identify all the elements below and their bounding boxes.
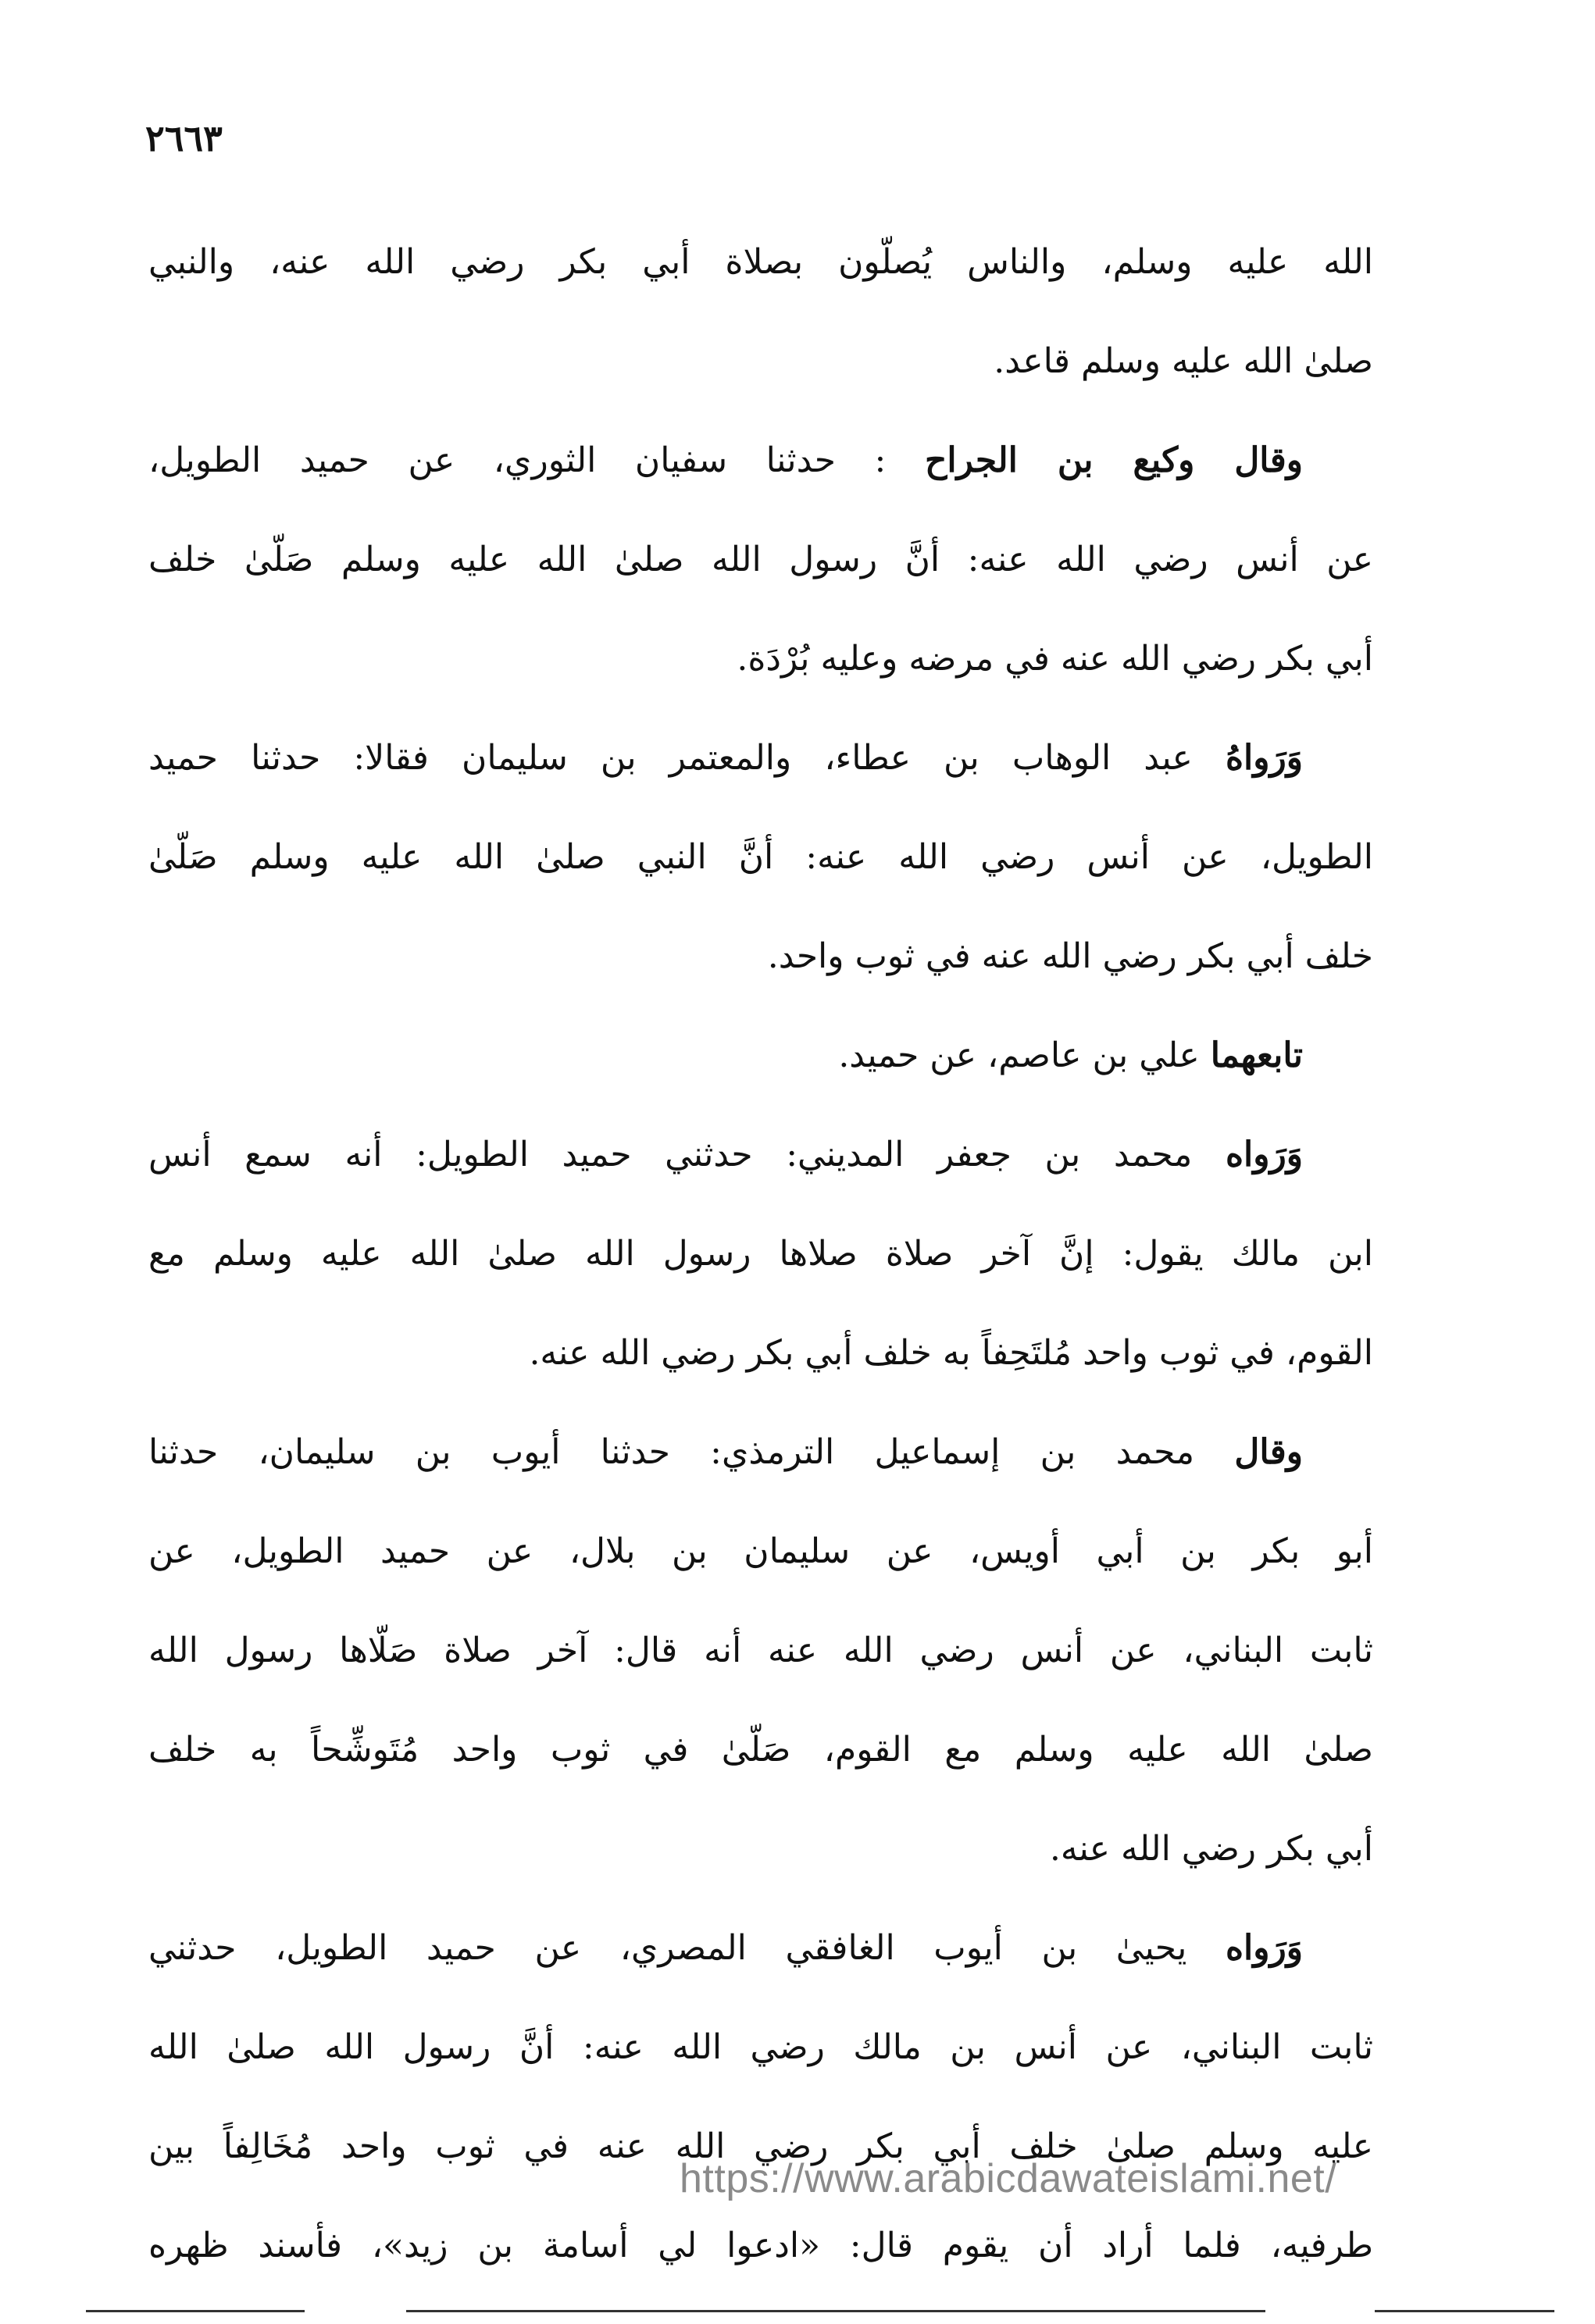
paragraph [148, 212, 1373, 411]
text-line: ابن مالك يقول: إنَّ آخر صلاة صلاها رسول الله صلىٰ الله عليه وسلم مع [148, 1234, 1373, 1274]
text-line: صلىٰ الله عليه وسلم قاعد. [994, 341, 1373, 381]
text-line [148, 1006, 1373, 1105]
page-number: ٢٦٦٣ [145, 117, 223, 159]
text-line: الطويل، عن أنس رضي الله عنه: أنَّ النبي صلىٰ الله عليه وسلم صَلّىٰ [148, 837, 1373, 877]
paragraph-lead: وقال [1234, 1432, 1303, 1472]
text-line: أبي بكر رضي الله عنه في مرضه وعليه بُرْدَة. [737, 639, 1373, 679]
text-line: الله عليه وسلم، والناس يُصلّون بصلاة أبي بكر رضي الله عنه، والنبي [148, 242, 1373, 282]
paragraph-lead: وَرَواه [1225, 1928, 1303, 1968]
text-line-rest: محمد بن جعفر المديني: حدثني حميد الطويل: أنه سمع أنس [148, 1135, 1193, 1174]
paragraph-lead: وقال وكيع بن الجراح [924, 440, 1303, 480]
text-line: طرفيه، فلما أراد أن يقوم قال: «ادعوا لي أسامة بن زيد»، فأسند ظهره [148, 2226, 1373, 2265]
paragraph-lead: وَرَواه [1225, 1135, 1303, 1174]
text-line-rest: عبد الوهاب بن عطاء، والمعتمر بن سليمان فقالا: حدثنا حميد [148, 738, 1193, 778]
paragraph [148, 708, 1373, 1006]
paragraph-lead: تابعهما [1210, 1035, 1303, 1075]
text-line [148, 708, 1373, 807]
text-line: ثابت البناني، عن أنس رضي الله عنه أنه قال: آخر صلاة صَلّاها رسول الله [148, 1631, 1373, 1670]
text-line [148, 1898, 1373, 1998]
text-line: أبو بكر بن أبي أويس، عن سليمان بن بلال، عن حميد الطويل، عن [148, 1531, 1373, 1571]
watermark-url: https://www.arabicdawateislami.net/ [680, 2156, 1337, 2201]
body-text [148, 212, 1373, 2295]
paragraph [148, 411, 1373, 708]
text-line [148, 1105, 1373, 1204]
bottom-rule-right [1375, 2310, 1554, 2312]
paragraph [148, 1006, 1373, 1105]
text-line-rest: : حدثنا سفيان الثوري، عن حميد الطويل، [148, 440, 887, 480]
paragraph [148, 1898, 1373, 2295]
text-line: القوم، في ثوب واحد مُلتَحِفاً به خلف أبي بكر رضي الله عنه. [529, 1333, 1373, 1373]
bottom-rule-left [86, 2310, 305, 2312]
text-line-rest: علي بن عاصم، عن حميد. [838, 1035, 1200, 1075]
text-line: صلىٰ الله عليه وسلم مع القوم، صَلّىٰ في ثوب واحد مُتَوشِّحاً به خلف [148, 1730, 1373, 1770]
text-line-rest: يحيىٰ بن أيوب الغافقي المصري، عن حميد الطويل، حدثني [148, 1928, 1187, 1968]
text-line-rest: محمد بن إسماعيل الترمذي: حدثنا أيوب بن سليمان، حدثنا [148, 1432, 1195, 1472]
text-line: عليه وسلم صلىٰ خلف أبي بكر رضي الله عنه في ثوب واحد مُخَالِفاً بين [148, 2126, 1373, 2166]
text-line: ثابت البناني، عن أنس بن مالك رضي الله عنه: أنَّ رسول الله صلىٰ الله [148, 2027, 1373, 2067]
text-line: عن أنس رضي الله عنه: أنَّ رسول الله صلىٰ الله عليه وسلم صَلّىٰ خلف [148, 540, 1373, 579]
bottom-rule-middle [406, 2310, 1265, 2312]
text-line: أبي بكر رضي الله عنه. [1049, 1829, 1373, 1869]
text-line [148, 1403, 1373, 1502]
paragraph [148, 1403, 1373, 1898]
text-line: خلف أبي بكر رضي الله عنه في ثوب واحد. [767, 936, 1373, 976]
paragraph [148, 1105, 1373, 1403]
paragraph-lead: وَرَواهُ [1225, 738, 1303, 778]
text-line [148, 411, 1373, 510]
